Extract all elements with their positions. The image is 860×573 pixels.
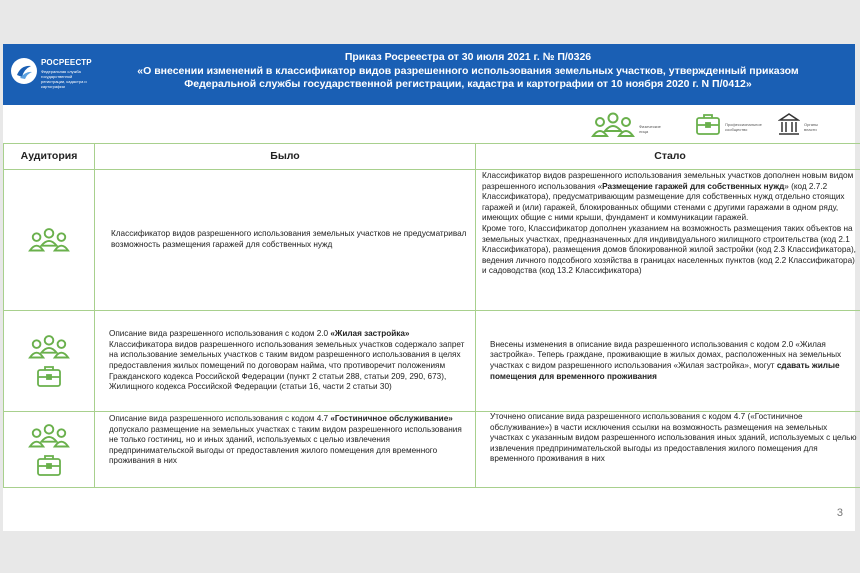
column-header-before: Было bbox=[95, 144, 476, 170]
table-row bbox=[4, 311, 860, 412]
header-banner bbox=[3, 44, 855, 105]
people-group-icon bbox=[28, 334, 70, 360]
legend-professional bbox=[695, 112, 762, 141]
legend-authorities-label: Органы власти bbox=[804, 122, 819, 132]
briefcase-icon bbox=[35, 364, 63, 388]
table-row bbox=[4, 412, 860, 488]
audience-legend bbox=[3, 105, 855, 143]
logo-emblem-icon bbox=[11, 58, 37, 84]
audience-cell bbox=[4, 311, 95, 412]
logo-text: РОСРЕЕСТР bbox=[41, 58, 92, 67]
legend-individuals-label: Физические лица bbox=[639, 124, 661, 134]
page-number: 3 bbox=[836, 507, 843, 519]
audience-cell bbox=[4, 170, 95, 311]
slide bbox=[3, 44, 855, 531]
table-row bbox=[4, 170, 860, 311]
after-cell: Внесены изменения в описание вида разрешенного использования с кодом 2.0 «Жилая застройка». Теперь граждане, проживающие в жилых домах, расположенных на земельных участках с видом разрешенного использования «Жилая застройка», могут сдавать жилые помещения для временного проживания bbox=[476, 311, 860, 412]
rosreestr-logo bbox=[11, 53, 91, 97]
after-cell: Уточнено описание вида разрешенного использования с кодом 4.7 («Гостиничное обслуживание») в части исключения ссылки на возможность размещения на земельных участках с указанным видом разрешенного использования иных зданий, используемых с целью извлечения предпринимательской выгоды из предоставления жилого помещения для временного проживания в них bbox=[476, 412, 860, 488]
before-cell: Классификатор видов разрешенного использования земельных участков не предусматривал возможность размещения гаражей для собственных нужд bbox=[95, 170, 476, 311]
legend-authorities bbox=[778, 112, 819, 141]
people-group-icon bbox=[28, 423, 70, 449]
legend-individuals bbox=[591, 112, 661, 143]
legend-professional-label: Профессиональное сообщество bbox=[725, 122, 762, 132]
comparison-table bbox=[3, 143, 860, 488]
logo-subtitle: Федеральная служба государственной регистрации, кадастра и картографии bbox=[41, 69, 87, 89]
people-group-icon bbox=[28, 227, 70, 253]
people-group-icon bbox=[591, 112, 635, 138]
title-line-1: Приказ Росреестра от 30 июля 2021 г. № П/0326 bbox=[344, 51, 592, 63]
column-header-after: Стало bbox=[476, 144, 860, 170]
table-header-row bbox=[4, 144, 860, 170]
audience-cell bbox=[4, 412, 95, 488]
after-cell: Классификатор видов разрешенного использования земельных участков дополнен новым видом разрешенного использования «Размещение гаражей для собственных нужд» (код 2.7.2 Классификатора), предусматривающим размещение для собственных нужд отдельно стоящих гаражей и (или) гаражей, блокированных общими стенами с другими гаражами в одном ряду, имеющих общие с ними крыши, фундамент и коммуникации гаражей. Кроме того, Классификатор дополнен указанием на возможность размещения таких объектов на земельных участках, предназначенных для индивидуального жилищного строительства (код 2.1 Классификатора), размещения домов блокированной жилой застройки (код 2.3 Классификатора), ведения личного подсобного хозяйства в границах населенных пунктов (код 2.2 Классификатора) и садоводства (код 13.2 Классификатора) bbox=[476, 170, 860, 311]
page-title bbox=[98, 51, 838, 92]
before-cell: Описание вида разрешенного использования с кодом 2.0 «Жилая застройка» Классификатора видов разрешенного использования земельных участков содержало запрет на использование земельных участков с таким видом разрешенного использования в целях предоставления жилых помещений по договорам найма, что противоречит положениям Гражданского кодекса Российской Федерации (пункт 2 статьи 288, статьи 209, 290, 673), Жилищного кодекса Российской Федерации (статьи 16, части 2 статьи 30) bbox=[95, 311, 476, 412]
briefcase-icon bbox=[695, 112, 721, 136]
title-line-3: Федеральной службы государственной регистрации, кадастра и картографии от 10 ноября 2020 г. N П/0412» bbox=[184, 78, 752, 90]
before-cell: Описание вида разрешенного использования с кодом 4.7 «Гостиничное обслуживание» допускало размещение на земельных участках с таким видом разрешенного использования не только гостиниц, но и иных зданий, используемых с целью извлечения предпринимательской выгоды от предоставления жилого помещения для временного проживания в них bbox=[95, 412, 476, 488]
briefcase-icon bbox=[35, 453, 63, 477]
column-header-audience: Аудитория bbox=[4, 144, 95, 170]
government-building-icon bbox=[778, 112, 800, 136]
title-line-2: «О внесении изменений в классификатор видов разрешенного использования земельных участков, утвержденный приказом bbox=[137, 64, 799, 77]
